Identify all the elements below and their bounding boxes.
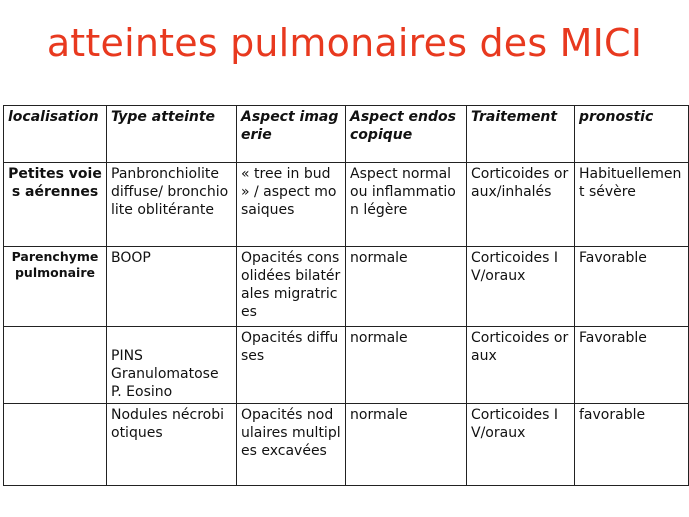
header-aspect-imagerie: Aspect imagerie [237,106,346,163]
cell-traitement: Corticoides IV/oraux [467,404,575,486]
cell-localisation [4,327,107,404]
header-pronostic: pronostic [575,106,689,163]
cell-traitement: Corticoides oraux [467,327,575,404]
cell-type: BOOP [107,247,237,327]
cell-endoscopique: normale [346,327,467,404]
table-row [4,247,689,327]
header-localisation: localisation [4,106,107,163]
cell-imagerie: Opacités nodulaires multiples excavées [237,404,346,486]
cell-imagerie: Opacités diffuses [237,327,346,404]
cell-pronostic: Habituellement sévère [575,163,689,247]
cell-endoscopique: Aspect normal ou inflammation légère [346,163,467,247]
table-row [4,327,689,404]
cell-pronostic: Favorable [575,247,689,327]
cell-endoscopique: normale [346,404,467,486]
cell-pronostic: favorable [575,404,689,486]
cell-traitement: Corticoides IV/oraux [467,247,575,327]
cell-pronostic: Favorable [575,327,689,404]
cell-localisation: Parenchyme pulmonaire [4,247,107,327]
cell-type: Nodules nécrobiotiques [107,404,237,486]
cell-traitement: Corticoides oraux/inhalés [467,163,575,247]
pulmonary-involvement-table [3,105,689,486]
table-row [4,163,689,247]
table-header-row [4,106,689,163]
header-traitement: Traitement [467,106,575,163]
header-type-atteinte: Type atteinte [107,106,237,163]
cell-localisation [4,404,107,486]
cell-imagerie: Opacités consolidées bilatérales migratrices [237,247,346,327]
cell-imagerie: « tree in bud » / aspect mosaiques [237,163,346,247]
cell-type: PINS Granulomatose P. Eosino [107,327,237,404]
slide-title: atteintes pulmonaires des MICI [46,21,643,65]
cell-endoscopique: normale [346,247,467,327]
cell-type: Panbronchiolite diffuse/ bronchiolite oblitérante [107,163,237,247]
cell-localisation: Petites voies aérennes [4,163,107,247]
header-aspect-endoscopique: Aspect endoscopique [346,106,467,163]
table-row [4,404,689,486]
